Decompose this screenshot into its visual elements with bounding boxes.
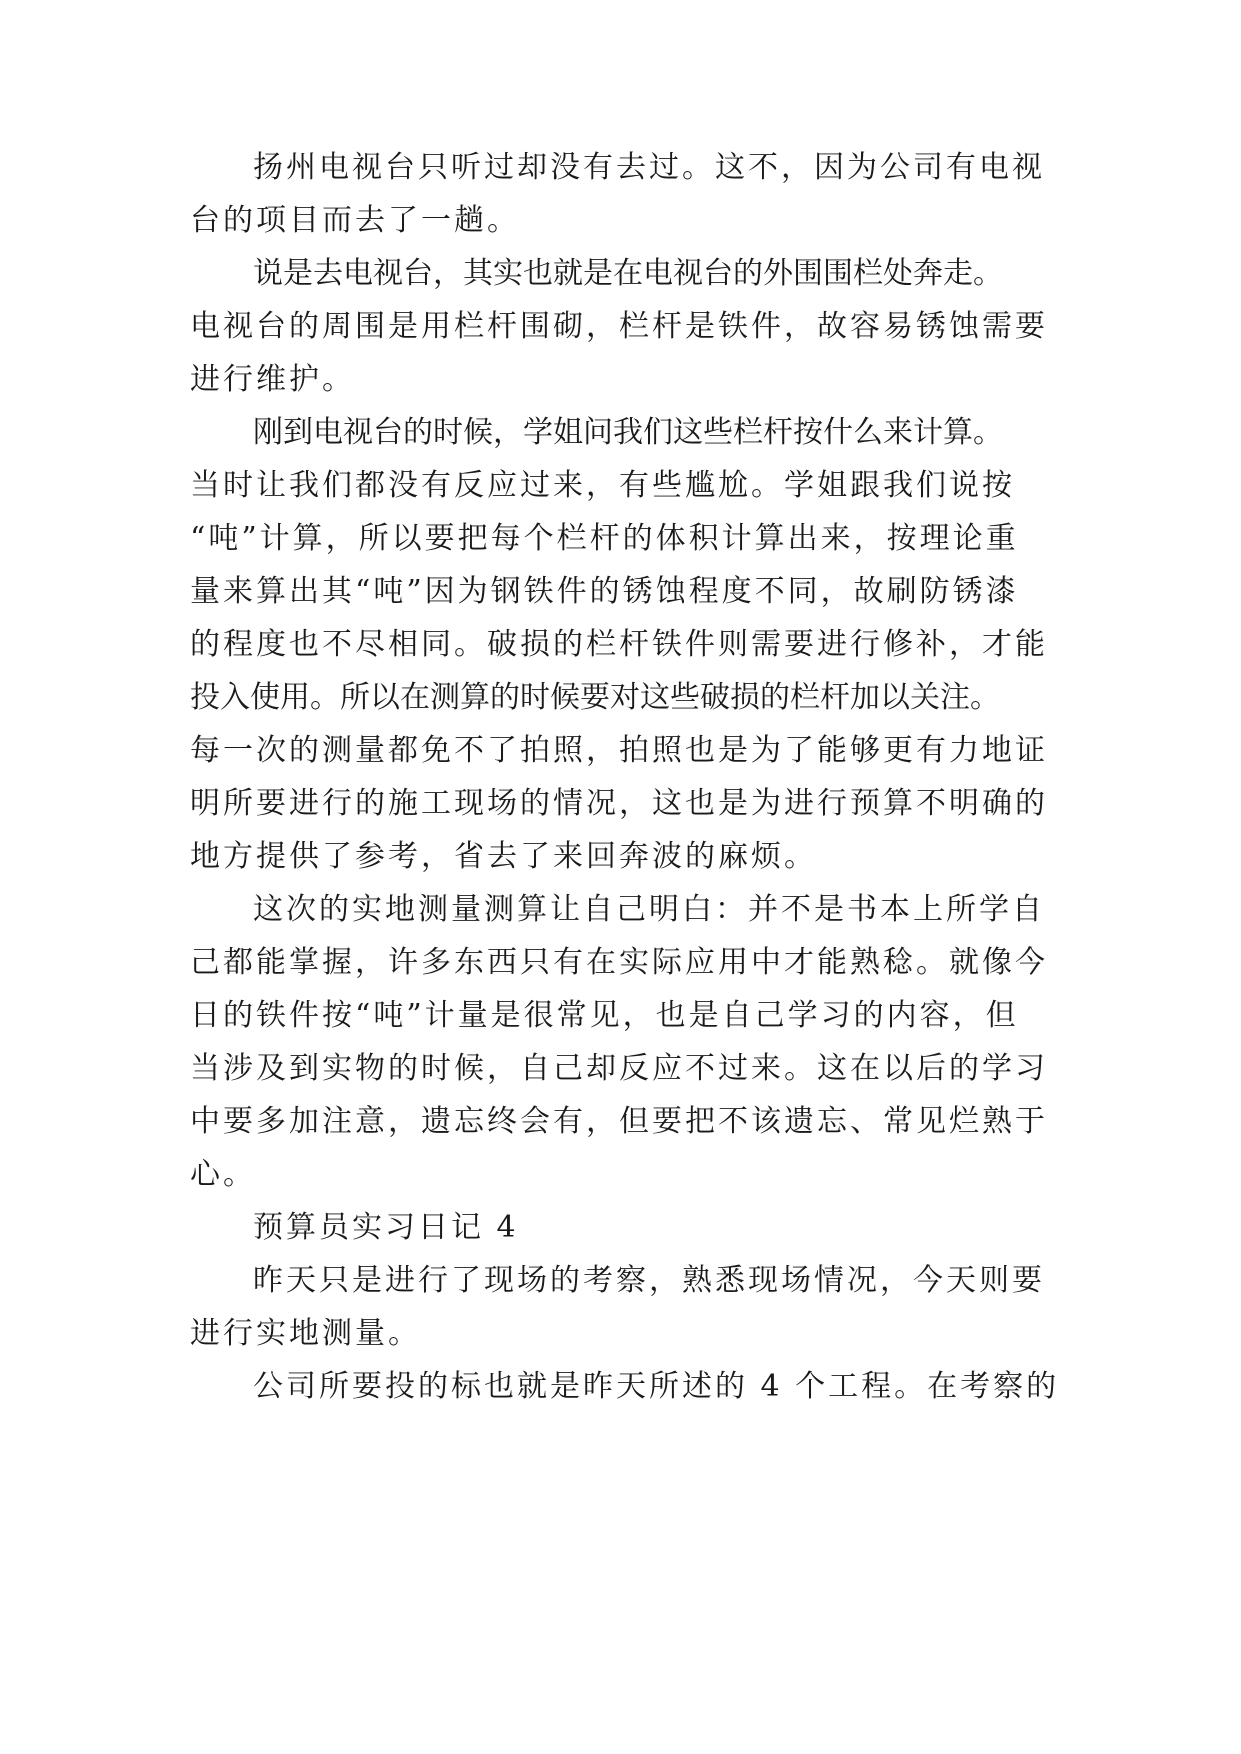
paragraph-4-line-4: 当涉及到实物的时候，自己却反应不过来。这在以后的学习 <box>190 1051 1048 1086</box>
section-heading: 预算员实习日记 4 <box>253 1210 519 1245</box>
paragraph-2-line-1: 说是去电视台，其实也就是在电视台的外围围栏处奔走。 <box>253 256 1003 291</box>
paragraph-3-line-1: 刚到电视台的时候，学姐问我们这些栏杆按什么来计算。 <box>253 415 1003 450</box>
paragraph-4-line-2: 己都能掌握，许多东西只有在实际应用中才能熟稔。就像今 <box>190 945 1048 980</box>
paragraph-2-line-3: 进行维护。 <box>190 362 355 397</box>
paragraph-4-line-1: 这次的实地测量测算让自己明白：并不是书本上所学自 <box>253 892 1045 927</box>
paragraph-3-line-5: 的程度也不尽相同。破损的栏杆铁件则需要进行修补，才能 <box>190 627 1048 662</box>
paragraph-3-line-9: 地方提供了参考，省去了来回奔波的麻烦。 <box>190 839 817 874</box>
paragraph-3-line-4: 量来算出其“吨”因为钢铁件的锈蚀程度不同，故刷防锈漆 <box>190 574 1019 609</box>
paragraph-3-line-8: 明所要进行的施工现场的情况，这也是为进行预算不明确的 <box>190 786 1048 821</box>
paragraph-4-line-3: 日的铁件按“吨”计量是很常见，也是自己学习的内容，但 <box>190 998 1019 1033</box>
paragraph-3-line-7: 每一次的测量都免不了拍照，拍照也是为了能够更有力地证 <box>190 733 1048 768</box>
paragraph-3-line-2: 当时让我们都没有反应过来，有些尴尬。学姐跟我们说按 <box>190 468 1015 503</box>
paragraph-5-line-1: 昨天只是进行了现场的考察，熟悉现场情况，今天则要 <box>253 1263 1045 1298</box>
paragraph-5-line-2: 进行实地测量。 <box>190 1316 421 1351</box>
paragraph-3-line-3: “吨”计算，所以要把每个栏杆的体积计算出来，按理论重 <box>190 521 1019 556</box>
paragraph-3-line-6: 投入使用。所以在测算的时候要对这些破损的栏杆加以关注。 <box>190 680 1000 715</box>
paragraph-2-line-2: 电视台的周围是用栏杆围砌，栏杆是铁件，故容易锈蚀需要 <box>190 309 1048 344</box>
paragraph-4-line-6: 心。 <box>190 1157 256 1192</box>
paragraph-6-line-1: 公司所要投的标也就是昨天所述的 4 个工程。在考察的 <box>253 1369 1060 1404</box>
paragraph-1-line-1: 扬州电视台只听过却没有去过。这不，因为公司有电视 <box>253 150 1045 185</box>
paragraph-4-line-5: 中要多加注意，遗忘终会有，但要把不该遗忘、常见烂熟于 <box>190 1104 1048 1139</box>
paragraph-1-line-2: 台的项目而去了一趟。 <box>190 203 520 238</box>
